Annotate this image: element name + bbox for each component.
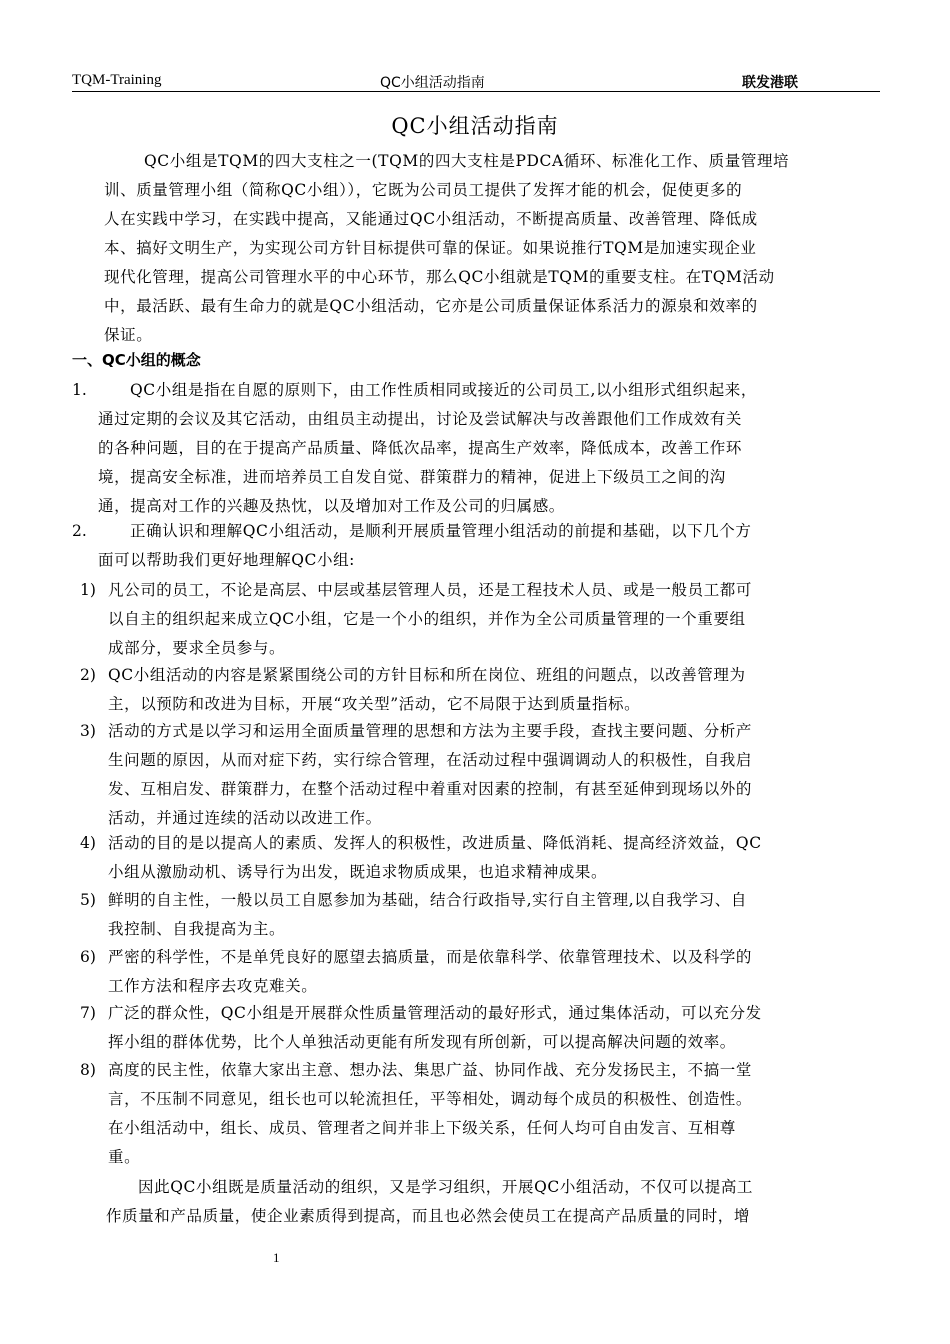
- sub-item: [108, 999, 762, 1057]
- item-number: 1.: [72, 381, 87, 399]
- item-line: 面可以帮助我们更好地理解QC小组:: [98, 551, 355, 569]
- sub-item: [108, 829, 762, 887]
- subitem-line: 高度的民主性，依靠大家出主意、想办法、集思广益、协同作战、充分发扬民主，不搞一堂: [108, 1061, 753, 1079]
- subitem-line: 广泛的群众性，QC小组是开展群众性质量管理活动的最好形式，通过集体活动，可以充分发: [108, 1004, 762, 1022]
- subitem-line: 工作方法和程序去攻克难关。: [108, 977, 318, 995]
- subitem-number: 8): [80, 1061, 96, 1079]
- sub-item: [108, 576, 752, 663]
- subitem-number: 2): [80, 666, 96, 684]
- item-number: 2.: [72, 522, 87, 540]
- subitem-number: 6): [80, 948, 96, 966]
- subitem-line: 严密的科学性，不是单凭良好的愿望去搞质量，而是依靠科学、依靠管理技术、以及科学的: [108, 948, 753, 966]
- subitem-line: 以自主的组织起来成立QC小组，它是一个小的组织，并作为全公司质量管理的一个重要组: [108, 610, 746, 628]
- intro-line: QC小组是TQM的四大支柱之一(TQM的四大支柱是PDCA循环、标准化工作、质量管理培: [144, 152, 790, 170]
- document-title: QC小组活动指南: [391, 114, 559, 138]
- subitem-line: 主，以预防和改进为目标，开展“攻关型”活动，它不局限于达到质量指标。: [108, 695, 641, 713]
- subitem-number: 3): [80, 722, 96, 740]
- header-center-text: QC小组活动指南: [380, 75, 485, 91]
- sub-item: [108, 661, 746, 719]
- item-line: 通过定期的会议及其它活动，由组员主动提出，讨论及尝试解决与改善跟他们工作成效有关: [98, 410, 743, 428]
- subitem-line: 我控制、自我提高为主。: [108, 920, 286, 938]
- subitem-line: 言，不压制不同意见，组长也可以轮流担任，平等相处，调动每个成员的积极性、创造性。: [108, 1090, 753, 1108]
- closing-line: 因此QC小组既是质量活动的组织，又是学习组织，开展QC小组活动，不仅可以提高工: [138, 1178, 754, 1196]
- sub-item: [108, 886, 747, 944]
- section-heading: 一、QC小组的概念: [72, 351, 201, 369]
- subitem-line: 鲜明的自主性，一般以员工自愿参加为基础，结合行政指导,实行自主管理,以自我学习、自: [108, 891, 747, 909]
- subitem-line: 成部分，要求全员参与。: [108, 639, 286, 657]
- item-line: 正确认识和理解QC小组活动，是顺利开展质量管理小组活动的前提和基础，以下几个方: [130, 522, 752, 540]
- subitem-line: 生问题的原因，从而对症下药，实行综合管理，在活动过程中强调调动人的积极性，自我启: [108, 751, 753, 769]
- subitem-number: 5): [80, 891, 96, 909]
- subitem-line: 挥小组的群体优势，比个人单独活动更能有所发现有所创新，可以提高解决问题的效率。: [108, 1033, 736, 1051]
- subitem-number: 4): [80, 834, 96, 852]
- intro-line: 现代化管理，提高公司管理水平的中心环节，那么QC小组就是TQM的重要支柱。在TQM活动: [104, 268, 775, 286]
- subitem-line: 重。: [108, 1148, 141, 1166]
- subitem-line: 凡公司的员工，不论是高层、中层或基层管理人员，还是工程技术人员、或是一般员工都可: [108, 581, 753, 599]
- subitem-line: 活动的目的是以提高人的素质、发挥人的积极性，改进质量、降低消耗、提高经济效益，QC: [108, 834, 762, 852]
- intro-line: 人在实践中学习，在实践中提高，又能通过QC小组活动，不断提高质量、改善管理、降低成: [104, 210, 758, 228]
- closing-line: 作质量和产品质量，使企业素质得到提高，而且也必然会使员工在提高产品质量的同时，增: [106, 1207, 751, 1225]
- subitem-number: 1): [80, 581, 96, 599]
- page-header: [72, 70, 880, 92]
- intro-line: 训、质量管理小组（简称QC小组）），它既为公司员工提供了发挥才能的机会，促使更多的: [104, 181, 743, 199]
- intro-line: 中，最活跃、最有生命力的就是QC小组活动，它亦是公司质量保证体系活力的源泉和效率的: [104, 297, 758, 315]
- numbered-item: [98, 376, 757, 521]
- header-left-text: TQM-Training: [72, 72, 162, 88]
- closing-paragraph: [106, 1173, 753, 1231]
- intro-paragraph: [80, 147, 789, 350]
- subitem-line: 活动的方式是以学习和运用全面质量管理的思想和方法为主要手段，查找主要问题、分析产: [108, 722, 753, 740]
- item-line: QC小组是指在自愿的原则下，由工作性质相同或接近的公司员工,以小组形式组织起来，: [130, 381, 757, 399]
- numbered-item: [98, 517, 751, 575]
- subitem-line: 在小组活动中，组长、成员、管理者之间并非上下级关系，任何人均可自由发言、互相尊: [108, 1119, 736, 1137]
- item-line: 通，提高对工作的兴趣及热忱，以及增加对工作及公司的归属感。: [98, 497, 565, 515]
- subitem-line: 发、互相启发、群策群力，在整个活动过程中着重对因素的控制，有甚至延伸到现场以外的: [108, 780, 753, 798]
- subitem-line: 小组从激励动机、诱导行为出发，既追求物质成果，也追求精神成果。: [108, 863, 608, 881]
- subitem-line: QC小组活动的内容是紧紧围绕公司的方针目标和所在岗位、班组的问题点，以改善管理为: [108, 666, 746, 684]
- header-divider: [72, 91, 880, 92]
- subitem-number: 7): [80, 1004, 96, 1022]
- header-right-text: 联发港联: [742, 75, 798, 91]
- item-line: 境，提高安全标准，进而培养员工自发自觉、群策群力的精神，促进上下级员工之间的沟: [98, 468, 726, 486]
- intro-line: 本、搞好文明生产，为实现公司方针目标提供可靠的保证。如果说推行TQM是加速实现企业: [104, 239, 757, 257]
- item-line: 的各种问题，目的在于提高产品质量、降低次品率，提高生产效率，降低成本，改善工作环: [98, 439, 743, 457]
- sub-item: [108, 943, 752, 1001]
- sub-item: [108, 717, 752, 833]
- intro-line: 保证。: [104, 326, 153, 344]
- subitem-line: 活动，并通过连续的活动以改进工作。: [108, 809, 382, 827]
- sub-item: [108, 1056, 752, 1172]
- page-number: 1: [273, 1250, 280, 1265]
